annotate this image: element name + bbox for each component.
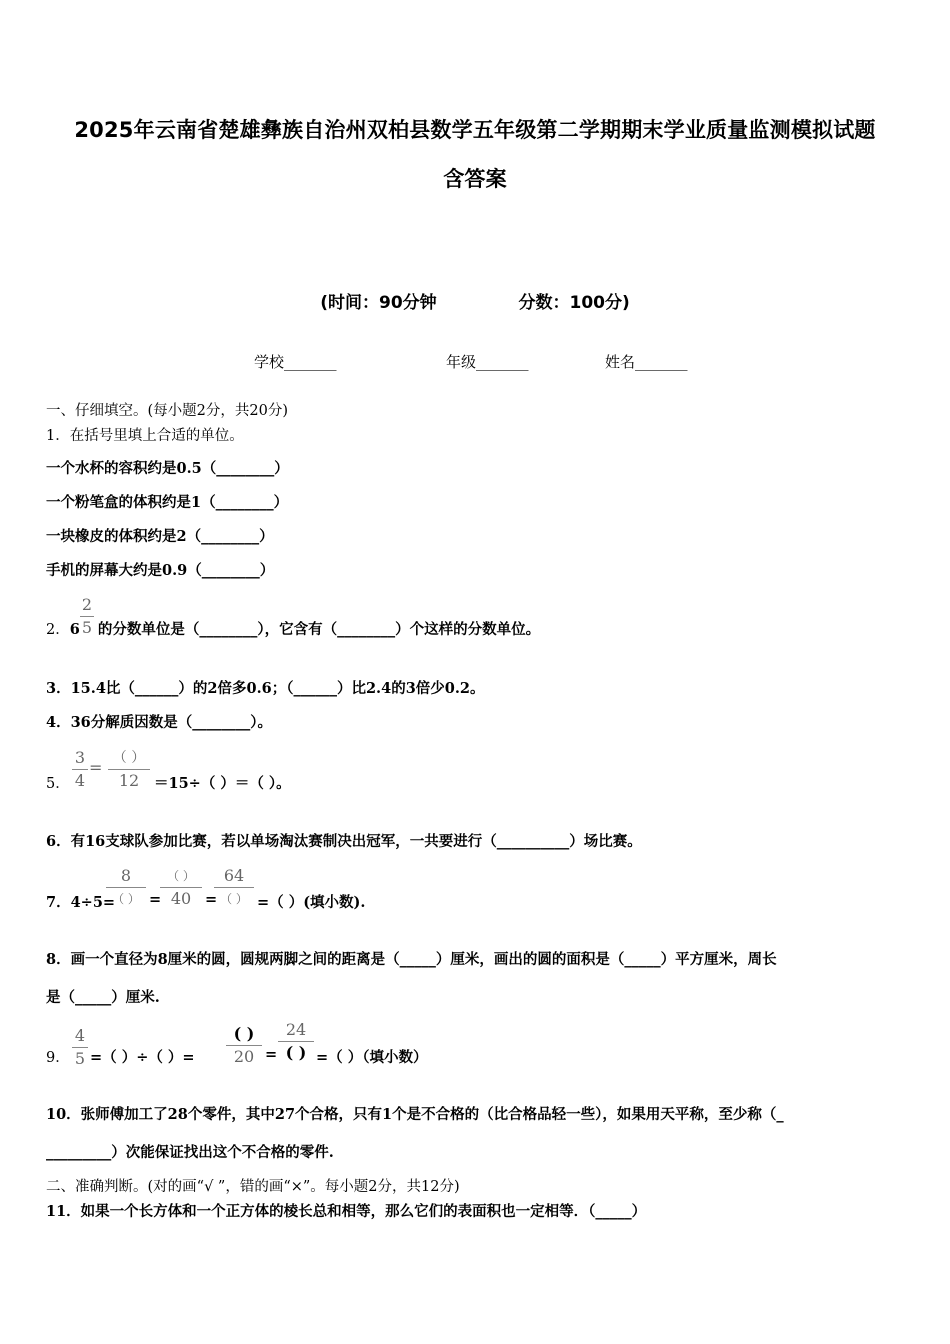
fraction-numerator: 4 <box>74 1026 86 1045</box>
question-7-equals-1: = <box>149 891 162 908</box>
question-7-equals-2: = <box>205 891 218 908</box>
question-7-fraction-1 <box>106 866 146 909</box>
fraction-denominator: 40 <box>170 889 192 908</box>
question-5-fraction-2 <box>108 748 150 791</box>
question-9-equals: = <box>265 1046 278 1063</box>
question-11: 11．如果一个长方体和一个正方体的棱长总和相等，那么它们的表面积也一定相等．（_____） <box>46 1203 647 1220</box>
question-3: 3．15.4比（______）的2倍多0.6；（______）比2.4的3倍少0.2。 <box>46 680 485 697</box>
fraction-numerator: ( ) <box>233 1024 255 1043</box>
fraction-denominator: 20 <box>233 1047 255 1066</box>
fraction-numerator: （ ） <box>167 869 195 883</box>
fraction-denominator: （ ） <box>112 892 140 906</box>
fraction-bar <box>72 769 88 770</box>
question-5-fraction-1 <box>72 748 88 791</box>
name-field: 姓名_______ <box>605 353 688 371</box>
fraction-numerator: 3 <box>74 748 86 767</box>
fraction-denominator: 5 <box>74 1049 86 1068</box>
exam-subtitle <box>0 288 950 313</box>
question-9-middle: =（ ）÷（ ）= <box>90 1049 195 1066</box>
fraction-bar <box>72 1047 88 1048</box>
question-2-text: 的分数单位是（________），它含有（________）个这样的分数单位。 <box>97 621 541 638</box>
fraction-numerator: 24 <box>285 1020 307 1039</box>
grade-field: 年级_______ <box>446 353 529 371</box>
fraction-denominator: 5 <box>81 618 93 637</box>
fraction-bar <box>226 1045 262 1046</box>
exam-title-line2: 含答案 <box>443 167 507 191</box>
question-2 <box>46 620 540 640</box>
fraction-bar <box>80 616 94 617</box>
question-5-equals: = <box>89 758 103 777</box>
question-1-a: 一个水杯的容积约是0.5（________） <box>46 460 289 477</box>
question-1-c: 一块橡皮的体积约是2（________） <box>46 528 274 545</box>
question-6: 6．有16支球队参加比赛，若以单场淘汰赛制决出冠军，一共要进行（__________）场比赛。 <box>46 833 642 850</box>
question-2-fraction <box>80 595 94 638</box>
section1-heading: 一、仔细填空。(每小题2分，共20分) <box>46 403 288 419</box>
question-9-fraction-1 <box>72 1026 88 1069</box>
fraction-denominator: 4 <box>74 771 86 790</box>
fraction-bar <box>160 887 202 888</box>
school-field: 学校_______ <box>254 353 337 371</box>
fraction-numerator: 64 <box>223 866 245 885</box>
question-10-line1: 10．张师傅加工了28个零件，其中27个合格，只有1个是不合格的（比合格品轻一些），如果用天平称，至少称（_ <box>46 1106 784 1123</box>
question-1-b: 一个粉笔盒的体积约是1（________） <box>46 494 289 511</box>
fraction-numerator: 8 <box>120 866 132 885</box>
question-5-number: 5． <box>46 776 70 792</box>
fraction-bar <box>106 887 146 888</box>
question-9-number: 9． <box>46 1050 70 1066</box>
exam-title-line1: 2025年云南省楚雄彝族自治州双柏县数学五年级第二学期期末学业质量监测模拟试题 <box>74 118 876 142</box>
question-7-rest: =（ ）(填小数). <box>257 894 366 911</box>
question-9-fraction-3 <box>278 1020 314 1063</box>
question-9-fraction-2 <box>226 1024 262 1067</box>
question-1-title: 1．在括号里填上合适的单位。 <box>46 428 244 444</box>
fraction-bar <box>278 1041 314 1042</box>
fraction-denominator: （ ） <box>220 892 248 906</box>
fraction-denominator: 12 <box>118 771 140 790</box>
fraction-bar <box>108 769 150 770</box>
question-1-d: 手机的屏幕大约是0.9（________） <box>46 562 275 579</box>
question-7-prefix: 7．4÷5= <box>46 894 116 911</box>
question-5-rest: ＝15÷（ ）＝（ ）。 <box>154 775 291 792</box>
question-7-fraction-3 <box>214 866 254 909</box>
question-7-fraction-2 <box>160 866 202 909</box>
fraction-denominator: ( ) <box>285 1043 307 1062</box>
question-8-line1: 8．画一个直径为8厘米的圆，圆规两脚之间的距离是（_____）厘米，画出的圆的面积是（_____）平方厘米，周长 <box>46 951 777 968</box>
question-4: 4．36分解质因数是（________）。 <box>46 714 273 731</box>
question-2-whole: 6 <box>69 621 80 638</box>
fraction-numerator: 2 <box>81 595 93 614</box>
question-9-rest: =（ ）（填小数） <box>316 1049 428 1066</box>
question-10-line2: _________）次能保证找出这个不合格的零件. <box>46 1144 334 1161</box>
question-2-number: 2． <box>46 622 70 638</box>
question-8-line2: 是（_____）厘米. <box>46 989 160 1006</box>
section2-heading: 二、准确判断。(对的画“√ ”，错的画“×”。每小题2分，共12分) <box>46 1179 460 1195</box>
fraction-bar <box>214 887 254 888</box>
exam-time: (时间：90分钟 <box>320 293 437 313</box>
fraction-numerator: （ ） <box>112 750 146 766</box>
exam-score: 分数：100分) <box>518 293 630 313</box>
